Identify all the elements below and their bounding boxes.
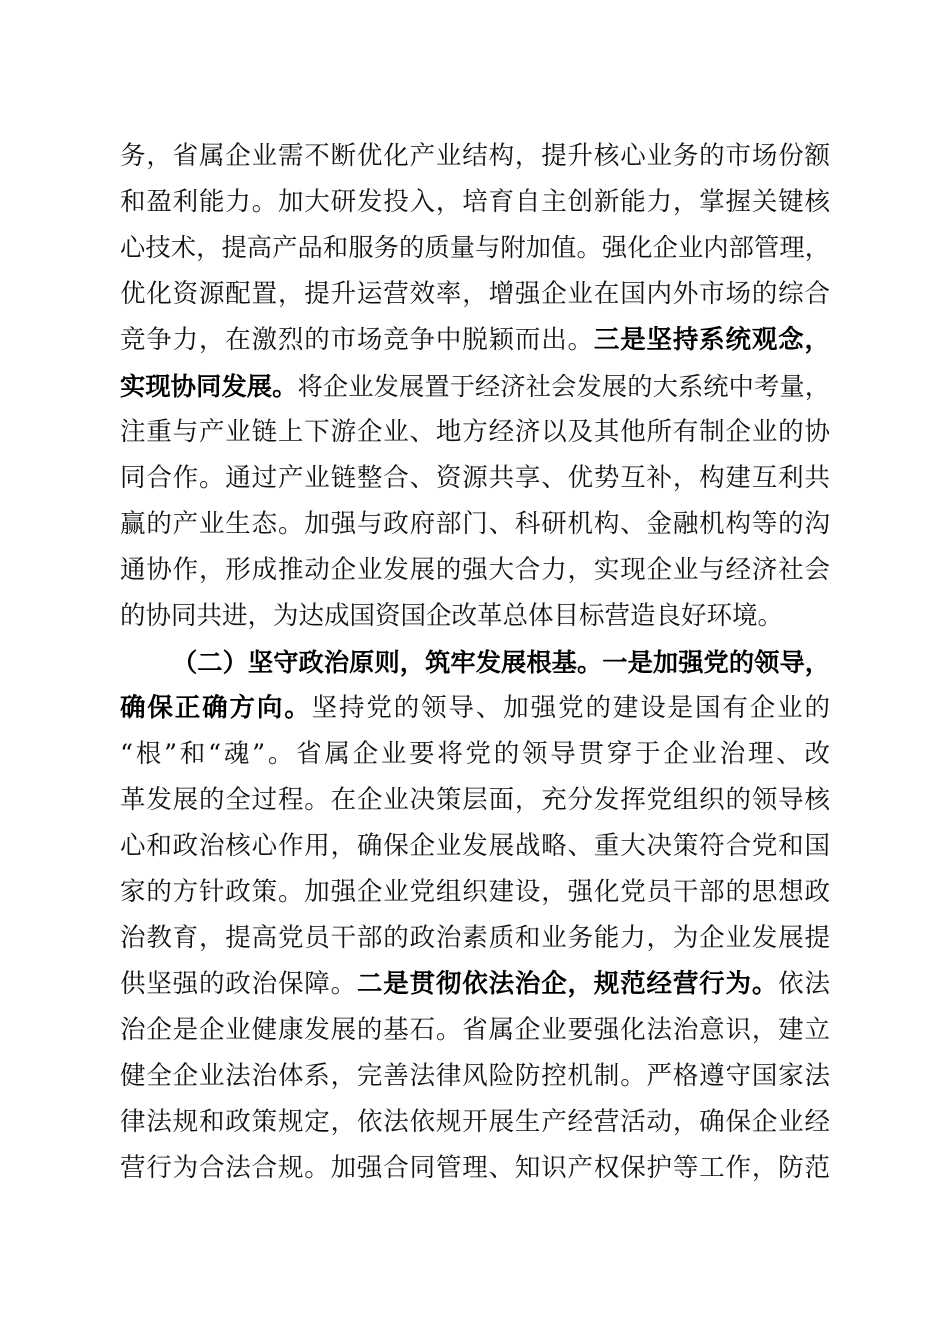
line-text: 的协同共进，为达成国资国企改革总体目标营造良好环境。 bbox=[120, 601, 784, 631]
line-text: 依法 bbox=[778, 969, 830, 999]
text-line bbox=[120, 688, 830, 728]
section-heading-line bbox=[172, 642, 830, 682]
line-text: 坚持党的领导、加强党的建设是国有企业的 bbox=[311, 693, 830, 723]
text-line bbox=[120, 1056, 830, 1096]
line-text: 将企业发展置于经济社会发展的大系统中考量， bbox=[297, 372, 831, 401]
text-line bbox=[120, 412, 830, 452]
line-text: 律法规和政策规定，依法依规开展生产经营活动，确保企业经 bbox=[120, 1107, 830, 1137]
line-text: 优化资源配置，提升运营效率，增强企业在国内外市场的综合 bbox=[120, 279, 830, 309]
text-line bbox=[120, 274, 830, 314]
text-line bbox=[120, 1102, 830, 1142]
line-text: 治教育，提高党员干部的政治素质和业务能力，为企业发展提 bbox=[120, 923, 830, 953]
line-text: 心技术，提高产品和服务的质量与附加值。强化企业内部管理， bbox=[120, 233, 830, 262]
line-text: 同合作。通过产业链整合、资源共享、优势互补，构建互利共 bbox=[120, 463, 830, 493]
line-text: 竞争力，在激烈的市场竞争中脱颖而出。 bbox=[120, 325, 594, 355]
text-line bbox=[120, 182, 830, 222]
text-line bbox=[120, 872, 830, 912]
text-line bbox=[120, 366, 830, 406]
text-line bbox=[120, 596, 830, 636]
bold-heading: 二是贯彻依法治企，规范经营行为。 bbox=[356, 969, 779, 999]
line-text: 赢的产业生态。加强与政府部门、科研机构、金融机构等的沟 bbox=[120, 509, 830, 539]
text-line bbox=[120, 964, 830, 1004]
line-text: 心和政治核心作用，确保企业发展战略、重大决策符合党和国 bbox=[120, 831, 830, 861]
line-text: 革发展的全过程。在企业决策层面，充分发挥党组织的领导核 bbox=[120, 785, 830, 815]
text-line bbox=[120, 550, 830, 590]
bold-heading: 确保正确方向。 bbox=[120, 693, 312, 723]
text-line bbox=[120, 136, 830, 176]
text-line bbox=[120, 458, 830, 498]
text-line bbox=[120, 228, 830, 268]
text-line bbox=[120, 826, 830, 866]
bold-heading: 实现协同发展。 bbox=[120, 371, 298, 401]
text-line bbox=[120, 780, 830, 820]
line-text: 和盈利能力。加大研发投入，培育自主创新能力，掌握关键核 bbox=[120, 187, 830, 217]
text-line bbox=[120, 1148, 830, 1188]
line-text: 通协作，形成推动企业发展的强大合力，实现企业与经济社会 bbox=[120, 555, 830, 585]
section-heading: （二）坚守政治原则，筑牢发展根基。一是加强党的领导， bbox=[172, 647, 830, 677]
line-text: 家的方针政策。加强企业党组织建设，强化党员干部的思想政 bbox=[120, 877, 830, 907]
line-text: 治企是企业健康发展的基石。省属企业要强化法治意识，建立 bbox=[120, 1015, 830, 1045]
line-text: 健全企业法治体系，完善法律风险防控机制。严格遵守国家法 bbox=[120, 1061, 830, 1091]
text-line bbox=[120, 320, 830, 360]
line-text: 营行为合法合规。加强合同管理、知识产权保护等工作，防范 bbox=[120, 1153, 830, 1183]
text-line bbox=[120, 734, 830, 774]
line-text: 务，省属企业需不断优化产业结构，提升核心业务的市场份额 bbox=[120, 141, 830, 171]
text-line bbox=[120, 918, 830, 958]
line-text: 注重与产业链上下游企业、地方经济以及其他所有制企业的协 bbox=[120, 417, 830, 447]
text-line bbox=[120, 504, 830, 544]
bold-heading: 三是坚持系统观念， bbox=[593, 325, 830, 355]
line-text: “根”和“魂”。省属企业要将党的领导贯穿于企业治理、改 bbox=[120, 739, 830, 769]
text-line bbox=[120, 1010, 830, 1050]
line-text: 供坚强的政治保障。 bbox=[120, 969, 357, 999]
